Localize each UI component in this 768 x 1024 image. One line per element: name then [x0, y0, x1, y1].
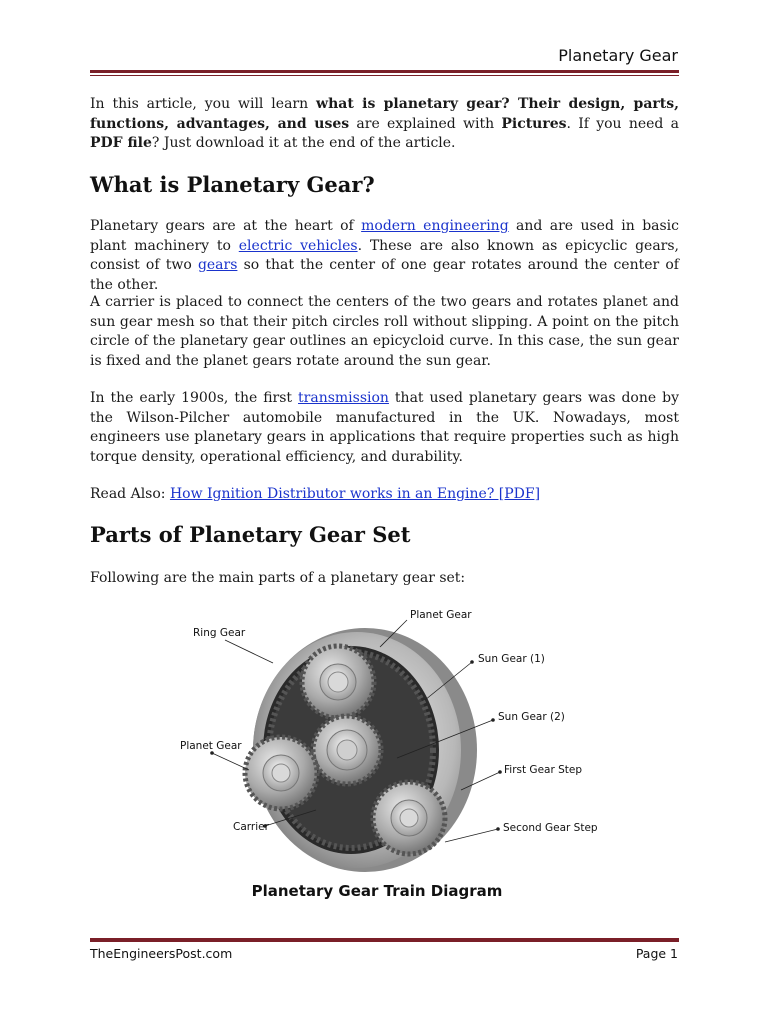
header-title: Planetary Gear [558, 46, 678, 65]
label-first-gear-step: First Gear Step [504, 764, 583, 776]
label-planet-gear-left: Planet Gear [180, 740, 242, 752]
paragraph-text: Planetary gears are at the heart of [90, 218, 362, 234]
sun-gear [313, 716, 381, 784]
label-carrier: Carrier [233, 821, 269, 833]
label-ring-gear: Ring Gear [193, 627, 246, 639]
planetary-gear-diagram [175, 600, 605, 910]
paragraph-text: In the early 1900s, the first [90, 390, 299, 406]
intro-text: are explained with [349, 115, 502, 132]
section-heading-what-is: What is Planetary Gear? [90, 172, 375, 197]
label-sun-gear-1: Sun Gear (1) [478, 653, 545, 665]
link-ignition-distributor[interactable]: How Ignition Distributor works in an Engine? [PDF] [169, 486, 541, 502]
paragraph-intro-gears [90, 217, 679, 295]
paragraph-parts-intro: Following are the main parts of a planetary gear set: [90, 570, 466, 586]
intro-bold-pictures: Pictures [501, 115, 567, 132]
link-electric-vehicles[interactable]: electric vehicles [238, 237, 358, 254]
planet-gear-left [245, 737, 317, 809]
link-transmission[interactable]: transmission [298, 390, 389, 406]
footer-rule [90, 936, 679, 942]
label-second-gear-step: Second Gear Step [503, 822, 598, 834]
paragraph-text: that used planetary gears was done by the Wilson-Pilcher automobile manufactured in the UK. Nowadays, most engineers use planetary gears in applications that require properties such as high torque density, operational efficiency, and durability. [90, 390, 679, 465]
read-also-label: Read Also: [90, 486, 170, 502]
paragraph-carrier: A carrier is placed to connect the centers of the two gears and rotates planet and sun gear mesh so that their pitch circles roll without slipping. A point on the pitch circle of the planetary gear outlines an epicycloid curve. In this case, the sun gear is fixed and the planet gears rotate around the sun gear. [90, 294, 679, 369]
paragraph-text: and are used in basic plant machinery to [90, 218, 680, 254]
footer-page-number: Page 1 [635, 946, 678, 961]
intro-text: ? Just download it at the end of the article. [151, 135, 456, 151]
link-modern-engineering[interactable]: modern engineering [361, 218, 509, 234]
intro-text: In this article, you will learn [90, 96, 317, 112]
intro-paragraph [90, 95, 679, 154]
footer-site-name: TheEngineersPost.com [90, 946, 233, 961]
read-also [90, 485, 679, 505]
planet-gear-bottom [373, 782, 445, 854]
intro-bold-topic: what is planetary gear? Their design, parts, functions, advantages, and uses [90, 96, 679, 132]
intro-text: . If you need a [566, 115, 679, 132]
section-heading-parts: Parts of Planetary Gear Set [90, 522, 411, 547]
label-sun-gear-2: Sun Gear (2) [498, 711, 565, 723]
label-planet-gear-top: Planet Gear [410, 609, 472, 621]
paragraph-history [90, 389, 679, 467]
paragraph-text: so that the center of one gear rotates around the center of the other. [90, 257, 679, 293]
link-gears[interactable]: gears [197, 257, 238, 273]
gear-train-illustration [175, 600, 605, 910]
paragraph-text: . These are also known as epicyclic gears, consist of two [90, 237, 680, 273]
header-rule [90, 70, 679, 76]
planet-gear-top [302, 646, 374, 718]
figure-caption: Planetary Gear Train Diagram [251, 882, 503, 900]
intro-bold-pdf: PDF file [90, 135, 152, 151]
